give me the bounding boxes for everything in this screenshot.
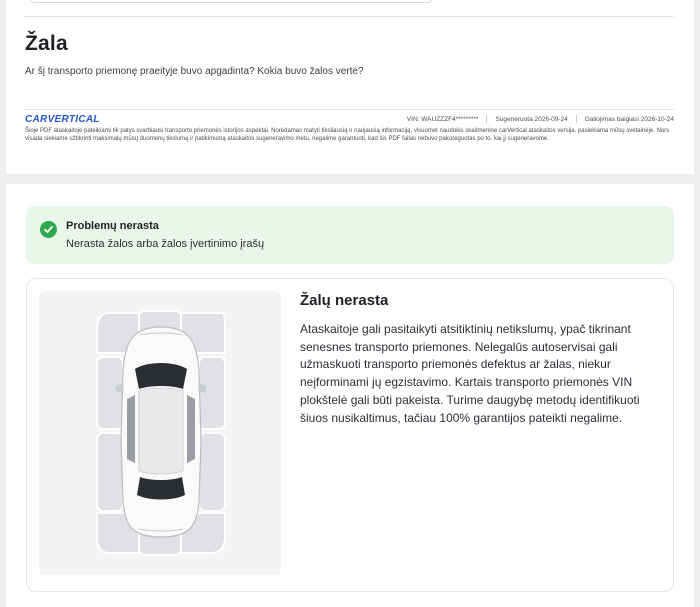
- report-page-top: [6, 0, 694, 174]
- car-top-view-diagram: [39, 291, 281, 575]
- car-body: [115, 327, 207, 537]
- divider: [24, 16, 674, 17]
- meta-separator: [486, 115, 487, 123]
- check-circle-icon: [40, 221, 57, 238]
- status-banner: [26, 206, 674, 264]
- vin-label: VIN: WAUZZZF4*********: [406, 115, 479, 123]
- previous-section-box: [30, 0, 432, 3]
- generated-date: Sugeneruota 2026-09-24: [495, 115, 568, 123]
- result-description: Ataskaitoje gali pasitaikyti atsitiktinių netikslumų, ypač tikrinant senesnes transporto priemones. Nelegalūs autoservisai gali užmaskuoti transporto priemonės defektus ar žalas, niekur neįforminami jų egzistavimo. Kartais transporto priemonės VIN plokštelė gali būti pakeista. Turime daugybę metodų identifikuoti šiuos nusikaltimus, tačiau 100% garantijos pateikti negalime.: [300, 322, 640, 425]
- report-page-damage: [6, 184, 694, 607]
- footer-divider: [24, 109, 674, 110]
- footer-disclaimer: Šioje PDF ataskaitoje pateikiami tik patys svarbiausi transporto priemonės istorijos aspektai. Norėdamas matyti tiksliausią ir naujausią informaciją, visuomet naudokis skaitmenine carVertical ataskaitos versija, pasiekiama mūsų svetainėje. Nors visada siekiame užtikrinti maksimalų mūsų duomenų tikslumą ir patikimumą ataskaitos sugeneravimo metu, negalime garantuoti, kad šis PDF failas nebuvo pakoreguotas po to, kai jį sugeneravome.: [25, 128, 670, 142]
- meta-separator: [576, 115, 577, 123]
- status-title: Problemų nerasta: [66, 220, 159, 232]
- damage-result-card: [26, 278, 674, 592]
- carvertical-logo: CARVERTICAL: [25, 114, 100, 125]
- section-heading: Žala: [25, 32, 68, 55]
- status-text: Nerasta žalos arba žalos įvertinimo įrašų: [66, 238, 265, 250]
- valid-until-date: Galiojimas baigiasi 2026-10-24: [584, 115, 674, 123]
- section-question: Ar šį transporto priemonę praeityje buvo apgadinta? Kokia buvo žalos vertė?: [25, 66, 364, 77]
- footer-meta: [407, 115, 674, 123]
- result-title: Žalų nerasta: [300, 292, 389, 309]
